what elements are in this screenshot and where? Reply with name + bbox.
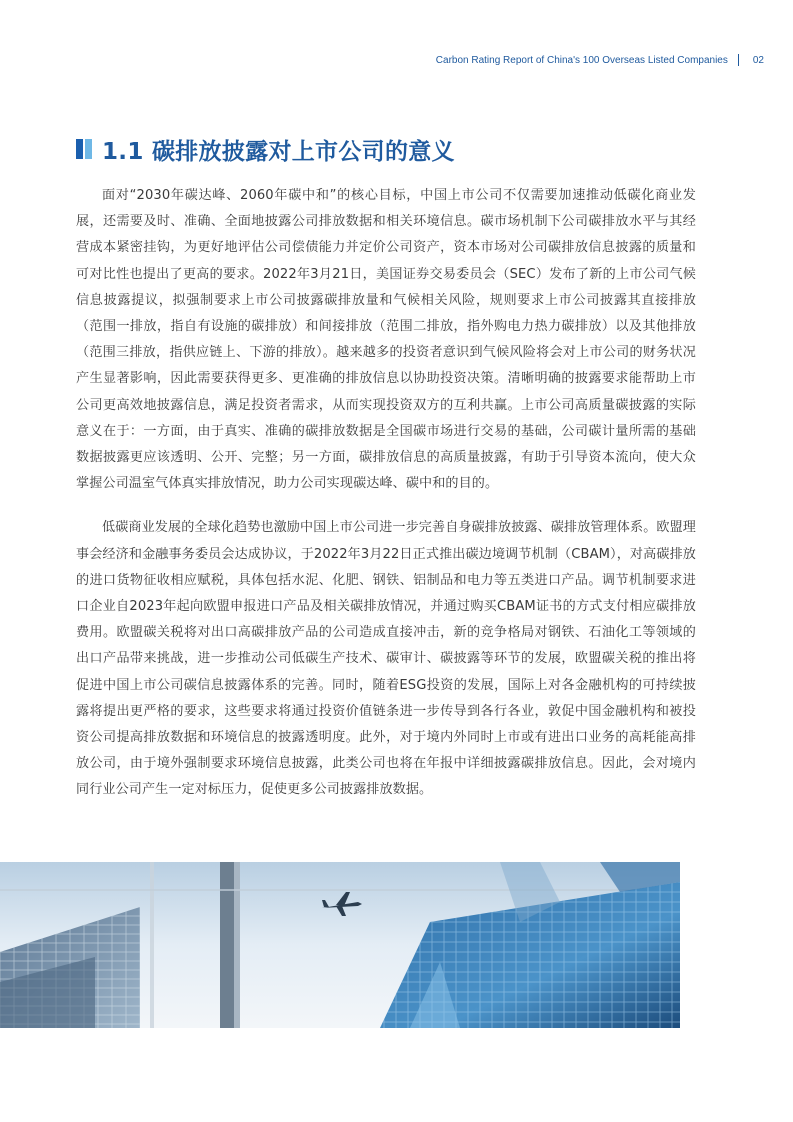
paragraph-2: 低碳商业发展的全球化趋势也激励中国上市公司进一步完善自身碳排放披露、碳排放管理体系。欧盟理事会经济和金融事务委员会达成协议，于2022年3月22日正式推出碳边境调节机制（CBAM），对高碳排放的进口货物征收相应赋税，具体包括水泥、化肥、钢铁、铝制品和电力等五类进口产品。调节机制要求进口企业自2023年起向欧盟申报进口产品及相关碳排放情况，并通过购买CBAM证书的方式支付相应碳排放费用。欧盟碳关税将对出口高碳排放产品的公司造成直接冲击，新的竞争格局对钢铁、石油化工等领域的出口产品带来挑战，进一步推动公司低碳生产技术、碳审计、碳披露等环节的发展，欧盟碳关税的推出将促进中国上市公司碳信息披露体系的完善。同时，随着ESG投资的发展，国际上对各金融机构的可持续披露将提出更严格的要求，这些要求将通过投资价值链条进一步传导到各行各业，敦促中国金融机构和被投资公司提高排放数据和环境信息的披露透明度。此外，对于境内外同时上市或有进出口业务的高耗能高排放公司，由于境外强制要求环境信息披露，此类公司也将在年报中详细披露碳排放信息。因此，会对境内同行业公司产生一定对标压力，促使更多公司披露排放数据。 bbox=[76, 520, 696, 798]
heading-marker-icon bbox=[76, 139, 94, 159]
paragraph-1: 面对“2030年碳达峰、2060年碳中和”的核心目标，中国上市公司不仅需要加速推动低碳化商业发展，还需要及时、准确、全面地披露公司排放数据和相关环境信息。碳市场机制下公司碳排放水平与其经营成本紧密挂钩，为更好地评估公司偿债能力并定价公司资产，资本市场对公司碳排放信息披露的质量和可对比性也提出了更高的要求。2022年3月21日，美国证券交易委员会（SEC）发布了新的上市公司气候信息披露提议，拟强制要求上市公司披露碳排放量和气候相关风险，规则要求上市公司披露其直接排放（范围一排放，指自有设施的碳排放）和间接排放（范围二排放，指外购电力热力碳排放）以及其他排放（范围三排放，指供应链上、下游的排放）。越来越多的投资者意识到气候风险将会对上市公司的财务状况产生显著影响，因此需要获得更多、更准确的排放信息以协助投资决策。清晰明确的披露要求能帮助上市公司更高效地披露信息，满足投资者需求，从而实现投资双方的互利共赢。上市公司高质量碳披露的实际意义在于：一方面，由于真实、准确的碳排放数据是全国碳市场进行交易的基础，公司碳计量所需的基础数据披露更应该透明、公开、完整；另一方面，碳排放信息的高质量披露，有助于引导资本流向，使大众掌握公司温室气体真实排放情况，助力公司实现碳达峰、碳中和的目的。 bbox=[76, 188, 696, 492]
skyscraper-illustration bbox=[0, 862, 680, 1028]
body-text bbox=[76, 183, 696, 804]
page-number: 02 bbox=[752, 54, 764, 66]
section-title: 1.1 碳排放披露对上市公司的意义 bbox=[102, 138, 455, 165]
running-header bbox=[436, 51, 764, 69]
section-heading bbox=[76, 131, 455, 167]
buildings-photo bbox=[0, 862, 680, 1028]
report-title: Carbon Rating Report of China's 100 Overseas Listed Companies bbox=[435, 54, 728, 66]
header-divider bbox=[738, 54, 739, 66]
